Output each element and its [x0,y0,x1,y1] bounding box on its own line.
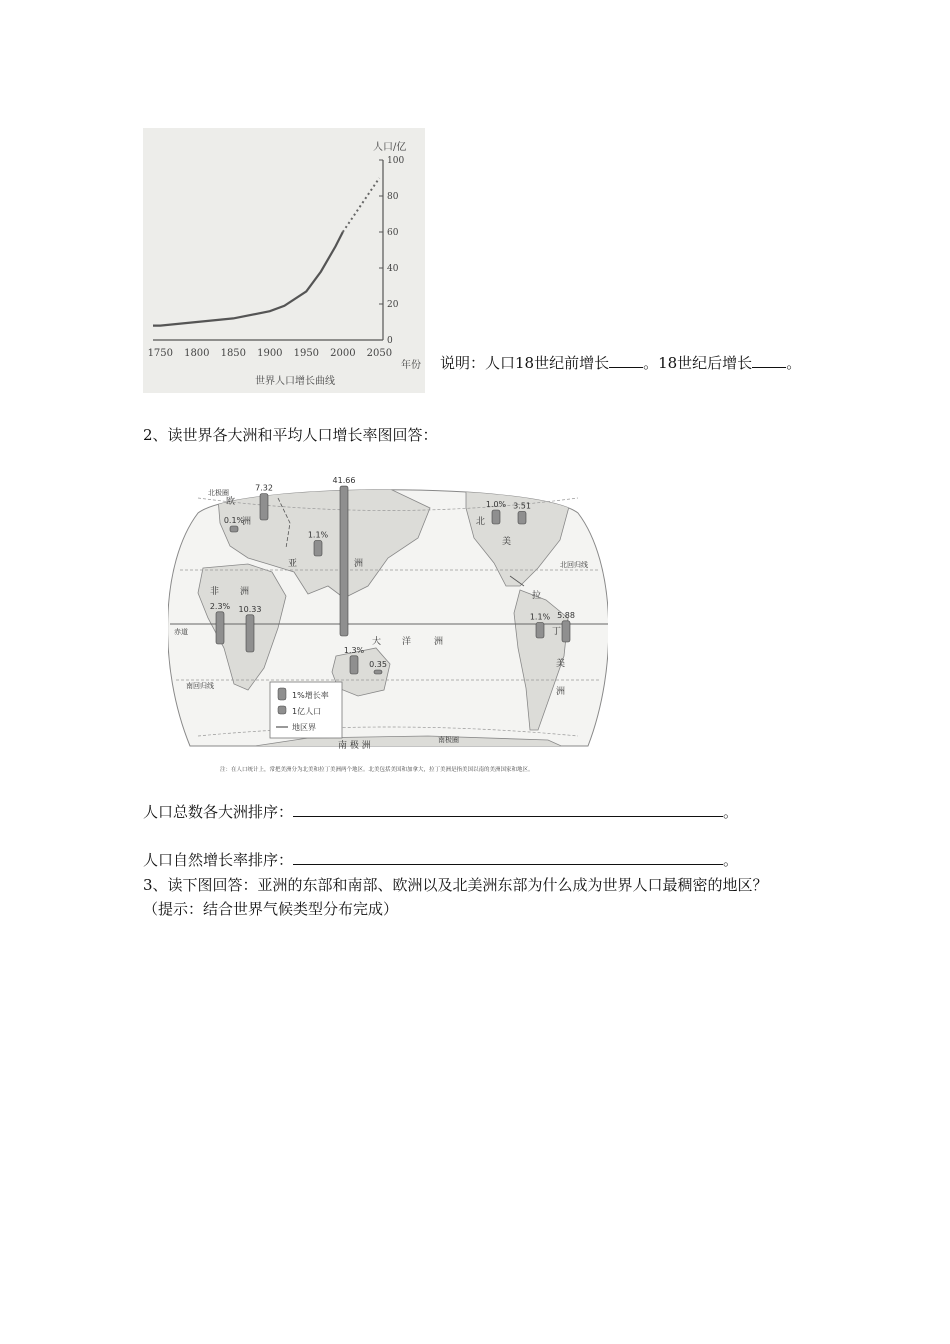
label-la-1: 拉 [532,591,542,601]
bar-europe-pop [260,494,268,520]
chart-title: 世界人口增长曲线 [255,376,335,387]
label-na-1: 北 [476,517,486,527]
y-tick-label-60: 60 [387,228,399,238]
world-map-svg [168,468,608,764]
bar-africa-rate [216,612,224,644]
y-tick-label-40: 40 [387,264,399,274]
bar-label-africa-pop: 10.33 [238,604,262,614]
label-europe-2: 洲 [242,517,252,527]
label-africa-2: 洲 [240,587,250,597]
antarctic-circle-label: 南极圈 [438,736,459,744]
arctic-circle-label: 北极圈 [208,489,229,497]
label-oceania-3: 洲 [434,637,444,647]
x-tick-label-2050: 2050 [366,348,393,359]
q2-total-blank[interactable] [293,800,723,817]
x-tick-label-1800: 1800 [184,348,210,359]
map-legend [270,682,342,738]
bar-oceania-pop [374,670,382,674]
q2-growth-row [143,848,738,871]
label-europe-1: 欧 [226,497,236,507]
y-tick-label-0: 0 [387,336,393,346]
bar-na-rate [492,510,500,524]
legend-pop-icon [278,706,286,714]
label-la-2: 丁 [552,627,562,637]
q1-text-a: 说明：人口18世纪前增长 [440,354,610,372]
q1-text-c: 。 [786,354,802,372]
series-line-projected [343,178,380,232]
bar-la-pop [562,621,570,642]
equator-label: 赤道 [174,628,188,636]
x-tick-label-1850: 1850 [220,348,247,359]
label-na-2: 美 [502,537,512,547]
y-tick-label-100: 100 [387,156,405,166]
population-growth-chart [143,128,425,393]
bar-label-asia-pop: 41.66 [332,476,356,486]
bar-europe-rate [230,526,238,532]
label-asia-1: 亚 [288,559,298,569]
bar-label-la-pop: 5.88 [557,610,575,620]
bar-label-africa-rate: 2.3% [209,601,231,611]
q1-blank-before[interactable] [609,351,643,368]
label-oceania-1: 大 [372,637,382,647]
bar-la-rate [536,623,544,638]
bar-label-na-pop: 3.51 [513,501,531,511]
x-tick-label-1950: 1950 [293,348,320,359]
q2-total-label: 人口总数各大洲排序： [143,803,294,821]
label-la-4: 洲 [556,687,566,697]
bar-label-la-rate: 1.1% [529,612,551,622]
q2-growth-end: 。 [723,851,739,869]
bar-label-europe-rate: 0.1% [223,516,245,525]
label-asia-2: 洲 [354,559,364,569]
map-note: 注：在人口统计上，常把美洲分为北美和拉丁美洲两个地区。北美包括美国和加拿大，拉丁美洲是指美国以南的美洲国家和地区。 [220,767,534,773]
q1-blank-after[interactable] [752,351,786,368]
q2-growth-blank[interactable] [293,848,723,865]
series-line-historical [153,232,343,326]
legend-rate-icon [278,688,286,700]
label-la-3: 美 [556,659,566,669]
bar-label-asia-rate: 1.1% [307,530,329,540]
x-axis-label: 年份 [401,360,421,371]
bar-asia-pop [340,486,348,636]
x-tick-label-1750: 1750 [147,348,174,359]
q2-growth-label: 人口自然增长率排序： [143,851,294,869]
bar-label-oceania-rate: 1.3% [343,645,365,655]
y-tick-label-20: 20 [387,300,399,310]
q3-hint: （提示：结合世界气候类型分布完成） [143,900,399,918]
bar-label-oceania-pop: 0.35 [369,660,387,669]
x-tick-label-2000: 2000 [330,348,356,359]
y-axis-label: 人口/亿 [373,142,407,153]
q2-heading: 2、读世界各大洲和平均人口增长率图回答： [143,426,438,444]
q3-question: 3、读下图回答：亚洲的东部和南部、欧洲以及北美洲东部为什么成为世界人口最稠密的地区？ [143,876,768,894]
q2-total-end: 。 [723,803,739,821]
legend-border-label: 地区界 [292,723,316,732]
label-oceania-2: 洋 [402,637,412,647]
bar-label-europe-pop: 7.32 [255,483,273,493]
q1-statement [440,351,801,374]
bar-oceania-rate [350,656,358,674]
y-tick-label-80: 80 [387,192,399,202]
tropic-n-label: 北回归线 [560,561,588,569]
population-growth-svg [143,128,425,393]
bar-africa-pop [246,615,254,652]
label-antarctica: 南 极 洲 [338,741,371,751]
q1-text-b: 。18世纪后增长 [643,354,753,372]
bar-na-pop [518,511,526,524]
legend-pop-label: 1亿人口 [292,707,322,716]
bar-asia-rate [314,541,322,556]
q2-total-row [143,800,738,823]
bar-label-na-rate: 1.0% [485,500,507,509]
x-tick-label-1900: 1900 [257,348,283,359]
tropic-s-label: 南回归线 [186,682,214,690]
legend-rate-label: 1%增长率 [292,691,329,700]
label-africa-1: 非 [210,587,220,597]
world-population-map [168,468,608,764]
